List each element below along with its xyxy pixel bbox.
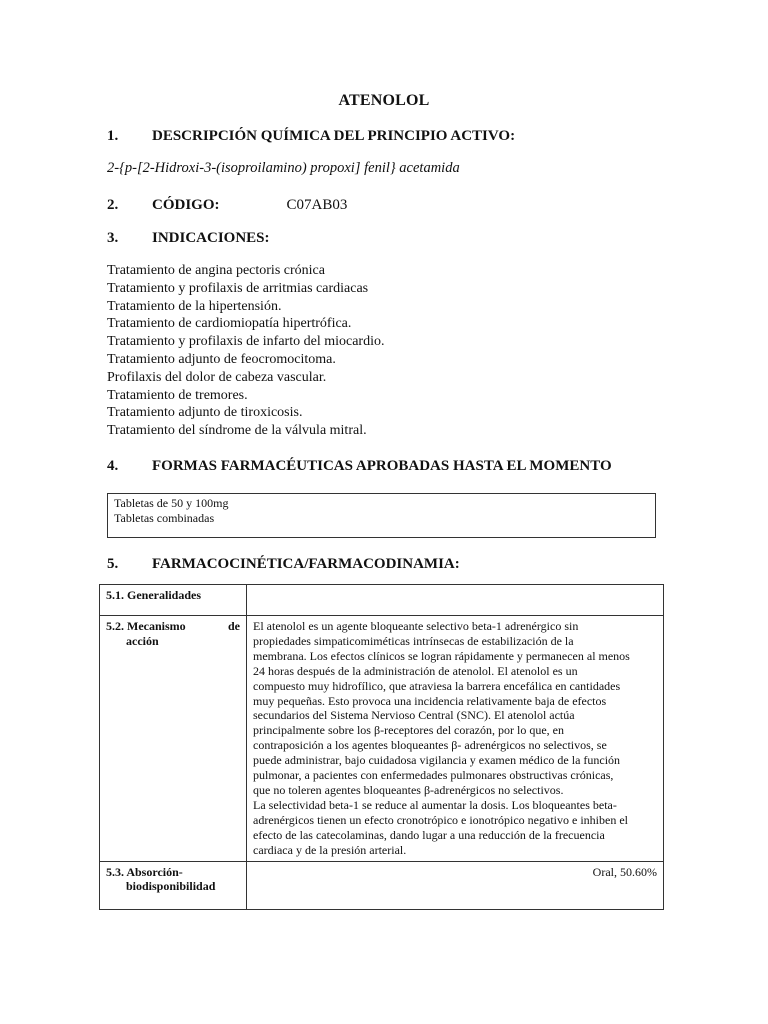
generalidades-content xyxy=(247,585,664,616)
section-1-number: 1. xyxy=(107,128,119,144)
absorcion-content: Oral, 50.60% xyxy=(247,861,664,909)
generalidades-label: 5.1. Generalidades xyxy=(100,585,247,616)
list-item: Tratamiento de la hipertensión. xyxy=(107,298,282,314)
text-line: muy pequeñas. Esto provoca una incidencia relativamente baja de efectos xyxy=(253,693,607,708)
section-1-label: DESCRIPCIÓN QUÍMICA DEL PRINCIPIO ACTIVO: xyxy=(152,128,516,144)
list-item: Tratamiento adjunto de feocromocitoma. xyxy=(107,351,336,367)
text-line: propiedades simpaticomiméticas intrínsecas de estabilización de la xyxy=(253,633,574,648)
list-item: Tratamiento de tremores. xyxy=(107,387,248,403)
table-row xyxy=(100,585,664,616)
text-line: principalmente sobre los β-receptores del corazón, por lo que, en xyxy=(253,723,564,738)
mecanismo-label xyxy=(100,616,247,862)
mecanismo-label-accion: acción xyxy=(126,633,159,648)
section-4-heading xyxy=(107,458,612,475)
chemical-formula: 2-{p-[2-Hidroxi-3-(isoproilamino) propoxi] fenil} acetamida xyxy=(107,160,460,176)
table-row xyxy=(100,616,664,862)
text-line: puede administrar, bajo cuidadosa vigilancia y examen médico de la función xyxy=(253,753,621,768)
section-4-label: FORMAS FARMACÉUTICAS APROBADAS HASTA EL MOMENTO xyxy=(152,458,612,474)
form-item: Tabletas de 50 y 100mg xyxy=(114,496,229,510)
text-line: La selectividad beta-1 se reduce al aumentar la dosis. Los bloqueantes beta- xyxy=(253,797,617,812)
text-line: contraposición a los agentes bloqueantes β- adrenérgicos no selectivos, se xyxy=(253,738,607,753)
section-2-label: CÓDIGO: xyxy=(152,197,220,213)
mecanismo-label-de: de xyxy=(228,619,240,633)
biodisponibilidad-label-text: biodisponibilidad xyxy=(126,879,216,894)
list-item: Tratamiento y profilaxis de arritmias cardiacas xyxy=(107,280,369,296)
pharmacokinetics-table xyxy=(99,584,664,910)
text-line: secundarios del Sistema Nervioso Central (SNC). El atenolol actúa xyxy=(253,708,575,723)
list-item: Tratamiento de cardiomiopatía hipertrófica. xyxy=(107,316,352,332)
atc-code: C07AB03 xyxy=(286,197,348,213)
section-1-heading xyxy=(107,128,515,145)
text-line: que no toleren agentes bloqueantes β-adrenérgicos no selectivos. xyxy=(253,782,564,797)
list-item: Tratamiento adjunto de tiroxicosis. xyxy=(107,405,303,421)
pharmaceutical-forms-box xyxy=(107,493,656,538)
absorcion-label-text: 5.3. Absorción- xyxy=(106,864,183,879)
absorcion-label xyxy=(100,861,247,909)
section-4-number: 4. xyxy=(107,458,119,474)
list-item: Tratamiento de angina pectoris crónica xyxy=(107,263,325,278)
section-5-heading xyxy=(107,556,460,573)
list-item: Tratamiento del síndrome de la válvula mitral. xyxy=(107,423,367,439)
section-3-number: 3. xyxy=(107,230,119,246)
text-line: compuesto muy hidrofílico, que atraviesa la barrera encefálica en cantidades xyxy=(253,678,621,693)
text-line: efecto de las catecolaminas, dando lugar a una reducción de la frecuencia xyxy=(253,827,605,842)
list-item: Profilaxis del dolor de cabeza vascular. xyxy=(107,369,327,385)
list-item: Tratamiento y profilaxis de infarto del miocardio. xyxy=(107,334,385,350)
table-row xyxy=(100,861,664,909)
text-line: adrenérgicos tienen un efecto cronotrópico e ionotrópico negativo e inhiben el xyxy=(253,812,628,827)
text-line: 24 horas después de la administración de atenolol. El atenolol es un xyxy=(253,663,578,678)
document-title: ATENOLOL xyxy=(338,92,430,109)
mecanismo-label-text: 5.2. Mecanismo xyxy=(106,619,186,633)
text-line: cardiaca y de la presión arterial. xyxy=(253,842,407,857)
text-line: pulmonar, a pacientes con enfermedades pulmonares obstructivas crónicas, xyxy=(253,768,614,783)
section-5-label: FARMACOCINÉTICA/FARMACODINAMIA: xyxy=(152,556,460,572)
section-3-heading xyxy=(107,230,270,247)
section-2-heading xyxy=(107,197,347,214)
text-line: El atenolol es un agente bloqueante selectivo beta-1 adrenérgico sin xyxy=(253,619,579,633)
form-item: Tabletas combinadas xyxy=(114,510,215,525)
text-line: membrana. Los efectos clínicos se logran rápidamente y permanecen al menos xyxy=(253,648,630,663)
indications-list xyxy=(107,262,384,440)
section-2-number: 2. xyxy=(107,197,119,213)
section-5-number: 5. xyxy=(107,556,119,572)
section-3-label: INDICACIONES: xyxy=(152,230,270,246)
mecanismo-content xyxy=(247,616,664,862)
